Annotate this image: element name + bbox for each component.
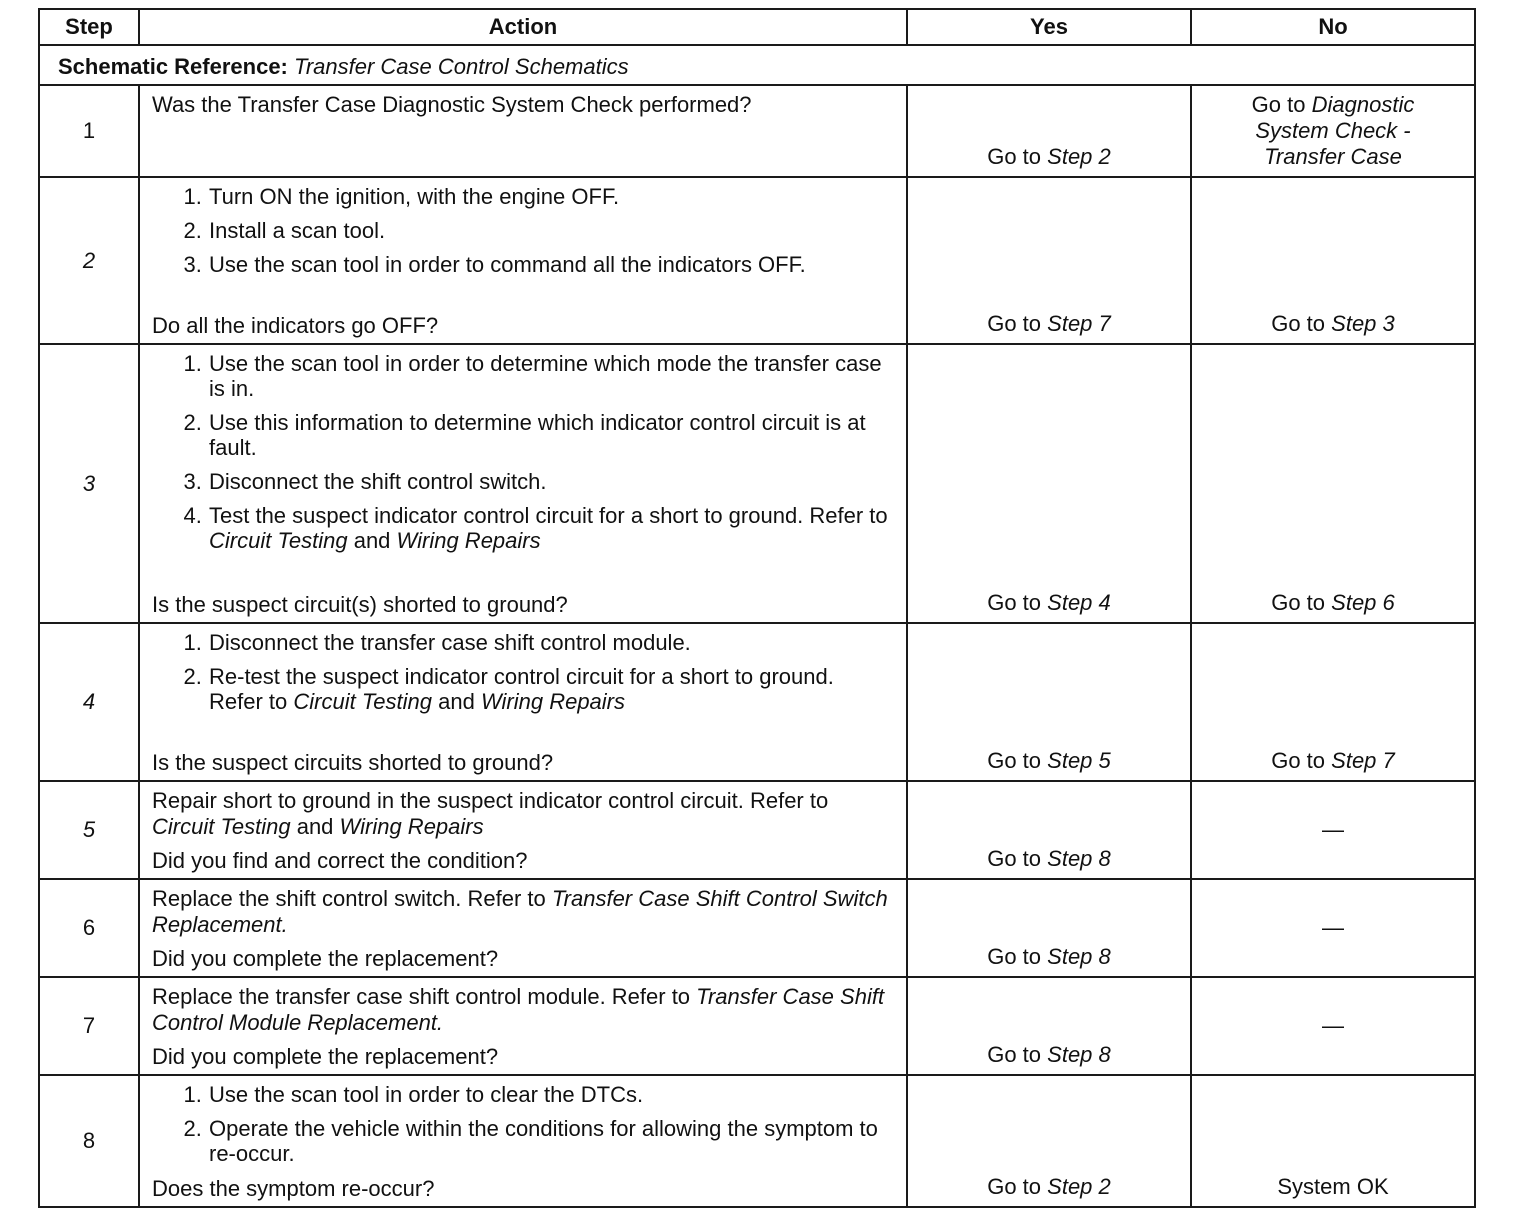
yes-goto[interactable]: [908, 590, 1190, 622]
reference-link[interactable]: Circuit Testing: [209, 528, 348, 553]
table-row: [39, 85, 1475, 177]
goto-target[interactable]: Step 5: [1047, 748, 1111, 773]
step-number: 3: [39, 344, 139, 623]
action-cell: [139, 1075, 907, 1207]
instruction-list: [152, 1082, 892, 1175]
header-action: Action: [139, 9, 907, 45]
action-text: Repair short to ground in the suspect indicator control circuit. Refer to Circuit Testing and Wiring Repairs: [152, 788, 829, 839]
goto-prefix: Go to: [987, 1042, 1042, 1067]
step-number: 8: [39, 1075, 139, 1207]
action-text: Replace the transfer case shift control module. Refer to Transfer Case Shift Control Module Replacement.: [152, 984, 885, 1035]
no-cell: [1191, 85, 1475, 177]
goto-prefix: Go to: [987, 1174, 1042, 1199]
yes-goto[interactable]: [908, 748, 1190, 780]
goto-target[interactable]: Transfer Case: [1264, 144, 1402, 169]
table-row: [39, 879, 1475, 977]
action-text: Replace the shift control switch. Refer to Transfer Case Shift Control Switch Replacement.: [152, 886, 888, 937]
action-cell: [139, 781, 907, 879]
action-cell: [139, 177, 907, 344]
question-text: Did you complete the replacement?: [152, 946, 499, 971]
step-number: 2: [39, 177, 139, 344]
yes-goto[interactable]: [908, 311, 1190, 343]
goto-prefix: Go to: [987, 311, 1042, 336]
question-text: Did you complete the replacement?: [152, 1044, 499, 1069]
list-item: 4. Test the suspect indicator control circuit for a short to ground. Refer to Circuit Testing and Wiring Repairs: [183, 503, 888, 553]
no-goto[interactable]: [1192, 748, 1474, 780]
no-cell: [1191, 177, 1475, 344]
reference-link[interactable]: Wiring Repairs: [339, 814, 484, 839]
question-text: Did you find and correct the condition?: [152, 848, 528, 873]
yes-goto[interactable]: [908, 1174, 1190, 1206]
no-cell: [1191, 781, 1475, 879]
schematic-reference: [39, 45, 1475, 85]
goto-prefix: Go to: [987, 748, 1042, 773]
question-text: Is the suspect circuit(s) shorted to ground?: [152, 592, 568, 617]
header-row: [39, 9, 1475, 45]
goto-target[interactable]: System Check -: [1255, 118, 1411, 143]
goto-prefix: Go to: [987, 944, 1042, 969]
yes-goto[interactable]: [908, 846, 1190, 878]
goto-target[interactable]: Step 6: [1331, 590, 1395, 615]
yes-cell: [907, 85, 1191, 177]
yes-cell: [907, 1075, 1191, 1207]
table-row: [39, 177, 1475, 344]
action-cell: [139, 85, 907, 177]
no-value: System OK: [1277, 1174, 1389, 1199]
goto-target[interactable]: Step 4: [1047, 590, 1111, 615]
action-text: Was the Transfer Case Diagnostic System Check performed?: [152, 92, 752, 117]
no-cell: [1191, 344, 1475, 623]
list-item: 2. Re-test the suspect indicator control circuit for a short to ground. Refer to Circuit Testing and Wiring Repairs: [183, 664, 834, 714]
goto-prefix: Go to: [1271, 748, 1326, 773]
goto-prefix: Go to: [1271, 590, 1326, 615]
goto-target[interactable]: Step 7: [1331, 748, 1395, 773]
table-row: [39, 344, 1475, 623]
list-item: 2. Install a scan tool.: [183, 218, 386, 243]
step-number: 4: [39, 623, 139, 781]
action-cell: [139, 977, 907, 1075]
no-goto[interactable]: [1192, 311, 1474, 343]
step-number: 6: [39, 879, 139, 977]
goto-target[interactable]: Step 2: [1047, 1174, 1111, 1199]
no-value: —: [1322, 915, 1344, 940]
yes-cell: [907, 344, 1191, 623]
goto-prefix: Go to: [987, 846, 1042, 871]
goto-prefix: Go to: [1251, 92, 1306, 117]
action-cell: [139, 879, 907, 977]
instruction-list: [152, 351, 892, 562]
list-item: 3. Use the scan tool in order to command all the indicators OFF.: [183, 252, 806, 277]
no-cell: [1191, 1075, 1475, 1207]
reference-link[interactable]: Circuit Testing: [152, 814, 291, 839]
reference-link[interactable]: Circuit Testing: [293, 689, 432, 714]
yes-cell: [907, 977, 1191, 1075]
schematic-label: Schematic Reference:: [58, 54, 288, 79]
no-cell: [1191, 977, 1475, 1075]
goto-prefix: Go to: [1271, 311, 1326, 336]
reference-link[interactable]: Transfer Case Shift Control Module Replacement.: [152, 984, 885, 1035]
list-item: 1. Disconnect the transfer case shift control module.: [183, 630, 691, 655]
goto-prefix: Go to: [987, 144, 1042, 169]
list-item: 1. Use the scan tool in order to clear the DTCs.: [183, 1082, 644, 1107]
question-text: Does the symptom re-occur?: [152, 1176, 435, 1201]
no-goto[interactable]: [1192, 86, 1474, 176]
no-cell: [1191, 623, 1475, 781]
table-row: [39, 977, 1475, 1075]
no-value: —: [1322, 1013, 1344, 1038]
step-number: 1: [39, 85, 139, 177]
header-no: No: [1191, 9, 1475, 45]
yes-goto[interactable]: [908, 1042, 1190, 1074]
step-number: 5: [39, 781, 139, 879]
goto-target[interactable]: Step 8: [1047, 846, 1111, 871]
action-cell: [139, 344, 907, 623]
question-text: Is the suspect circuits shorted to ground?: [152, 750, 554, 775]
yes-goto[interactable]: [908, 944, 1190, 976]
step-number: 7: [39, 977, 139, 1075]
instruction-list: [152, 630, 892, 723]
goto-target[interactable]: Step 2: [1047, 144, 1111, 169]
goto-target[interactable]: Step 7: [1047, 311, 1111, 336]
goto-target[interactable]: Step 3: [1331, 311, 1395, 336]
reference-link[interactable]: Transfer Case Shift Control Switch Replacement.: [152, 886, 888, 937]
reference-link[interactable]: Wiring Repairs: [396, 528, 541, 553]
list-item: 2. Operate the vehicle within the conditions for allowing the symptom to re-occur.: [183, 1116, 878, 1166]
list-item: 1. Use the scan tool in order to determine which mode the transfer case is in.: [183, 351, 882, 401]
goto-target[interactable]: Diagnostic: [1311, 92, 1415, 117]
table-row: [39, 623, 1475, 781]
list-item: 1. Turn ON the ignition, with the engine OFF.: [183, 184, 620, 209]
goto-target[interactable]: Step 8: [1047, 1042, 1111, 1067]
yes-cell: [907, 879, 1191, 977]
reference-link[interactable]: Wiring Repairs: [480, 689, 626, 714]
table-row: [39, 781, 1475, 879]
table-row: [39, 1075, 1475, 1207]
no-value: —: [1322, 817, 1344, 842]
diagnostic-table: [38, 8, 1476, 1208]
yes-cell: [907, 623, 1191, 781]
header-step: Step: [39, 9, 139, 45]
no-cell: [1191, 879, 1475, 977]
list-item: 3. Disconnect the shift control switch.: [183, 469, 547, 494]
yes-cell: [907, 177, 1191, 344]
question-text: Do all the indicators go OFF?: [152, 313, 439, 338]
instruction-list: [152, 184, 892, 286]
list-item: 2. Use this information to determine which indicator control circuit is at fault.: [183, 410, 866, 460]
yes-goto[interactable]: [908, 144, 1190, 176]
header-yes: Yes: [907, 9, 1191, 45]
goto-target[interactable]: Step 8: [1047, 944, 1111, 969]
schematic-row: [39, 45, 1475, 85]
schematic-link[interactable]: Transfer Case Control Schematics: [294, 54, 629, 79]
yes-cell: [907, 781, 1191, 879]
no-goto[interactable]: [1192, 590, 1474, 622]
action-cell: [139, 623, 907, 781]
goto-prefix: Go to: [987, 590, 1042, 615]
